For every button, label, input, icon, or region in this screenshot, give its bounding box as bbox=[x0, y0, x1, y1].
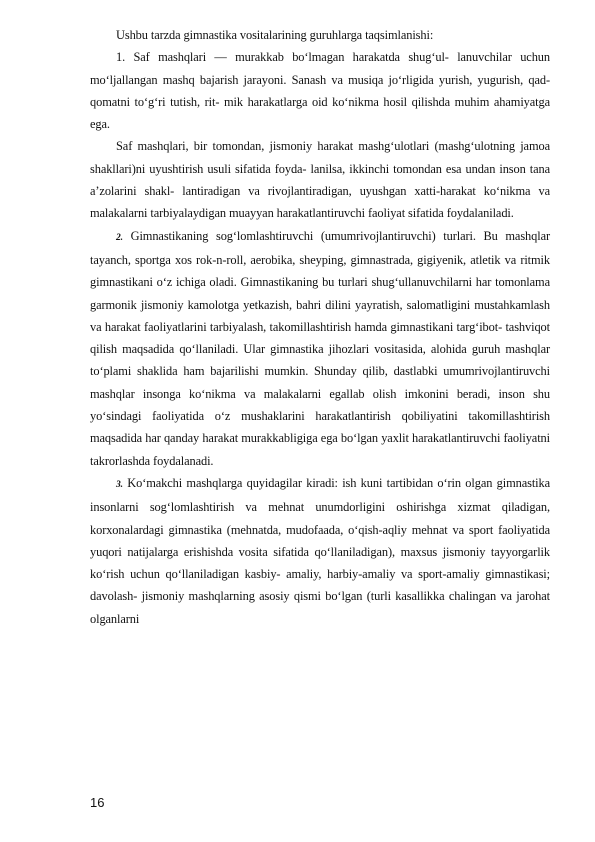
paragraph-komakchi-mashqlar bbox=[90, 472, 550, 630]
paragraph-saf-mashqlari bbox=[90, 46, 550, 135]
paragraph-saf-mashqlari-text: 1. Saf mashqlari — murakkab bo‘lmagan harakatda shug‘ul- lanuvchilar uchun mo‘ljallangan mashq bajarish jarayoni. Sanash va musiqa jo‘rligida yurish, yugurish, qad-qomatni to‘g‘ri tutish, rit- mik harakatlarga oid ko‘nikma hosil qilishda muhim ahamiyatga ega. bbox=[90, 50, 550, 132]
document-page bbox=[90, 24, 550, 630]
paragraph-intro bbox=[90, 24, 550, 46]
paragraph-saf-mashqlari-detail-text: Saf mashqlari, bir tomondan, jismoniy harakat mashg‘ulotlari (mashg‘ulotning jamoa shakllari)ni uyushtirish usuli sifatida foyda- lanilsa, ikkinchi tomondan esa undan inson tana a’zolarini shakl- lantiradigan va rivojlantiradigan, uyushgan xatti-harakat ko‘nikma va malakalarni tarbiyalaydigan muayyan harakatlantiruvchi faoliyat sifatida foydalaniladi. bbox=[90, 139, 550, 221]
paragraph-gimnastika-turlari-text: Gimnastikaning sog‘lomlashtiruvchi (umumrivojlantiruvchi) turlari. Bu mashqlar tayanch, sportga xos rok-n-roll, aerobika, sheyping, gimnastrada, gigiyenik, atletik va ritmik gimnastikani o‘z ichiga oladi. Gimnastikaning bu turlari shug‘ullanuvchilarni har tomonlama garmonik jismoniy kamolotga yetkazish, bahri dilini yayratish, salomatligini mustahkamlash va harakat faoliyatlarini tarbiyalash, takomillashtirish hamda gimnastikani targ‘ibot- tashviqot qilish maqsadida qo‘llaniladi. Ular gimnastika jihozlari vositasida, alohida guruh mashqlar to‘plami shaklida ham bajarilishi mumkin. Shunday qilib, dastlabki umumrivojlantiruvchi mashqlar insonga ko‘nikma va malakalarni egallab olish imkonini beradi, inson shu yo‘sindagi faoliyatida o‘z mushaklarini harakatlantirish qobiliyatini takomillashtirish maqsadida har qanday harakat murakkabligiga ega bo‘lgan yaxlit harakatlantiruvchi faoliyatni takrorlashda foydalanadi. bbox=[90, 228, 551, 468]
paragraph-intro-text: Ushbu tarzda gimnastika vositalarining guruhlarga taqsimlanishi: bbox=[116, 28, 434, 42]
paragraph-komakchi-mashqlar-text: Ko‘makchi mashqlarga quyidagilar kiradi: ish kuni tartibidan o‘rin olgan gimnastika insonlarni sog‘lomlashtirish va mehnat unumdorligini oshirishga xizmat qiladigan, korxonalardagi gimnastika (mehnatda, mudofaada, o‘qish-aqliy mehnat va sport faoliyatida yuqori natijalarga erishishda vosita sifatida qo‘llaniladigan), maxsus jismoniy tayyorgarlik ko‘rish uchun qo‘llaniladigan kasbiy- amaliy, harbiy-amaliy va sport-amaliy gimnastikasi; davolash- jismoniy mashqlarning asosiy qismi bo‘lgan (turli kasallikka chalingan va jarohat olganlarni bbox=[90, 475, 550, 626]
paragraph-saf-mashqlari-detail bbox=[90, 135, 550, 224]
paragraph-number-3: 3. bbox=[116, 479, 123, 490]
page-number: 16 bbox=[90, 795, 105, 810]
paragraph-gimnastika-turlari bbox=[90, 225, 550, 472]
paragraph-number-2: 2. bbox=[116, 232, 123, 243]
